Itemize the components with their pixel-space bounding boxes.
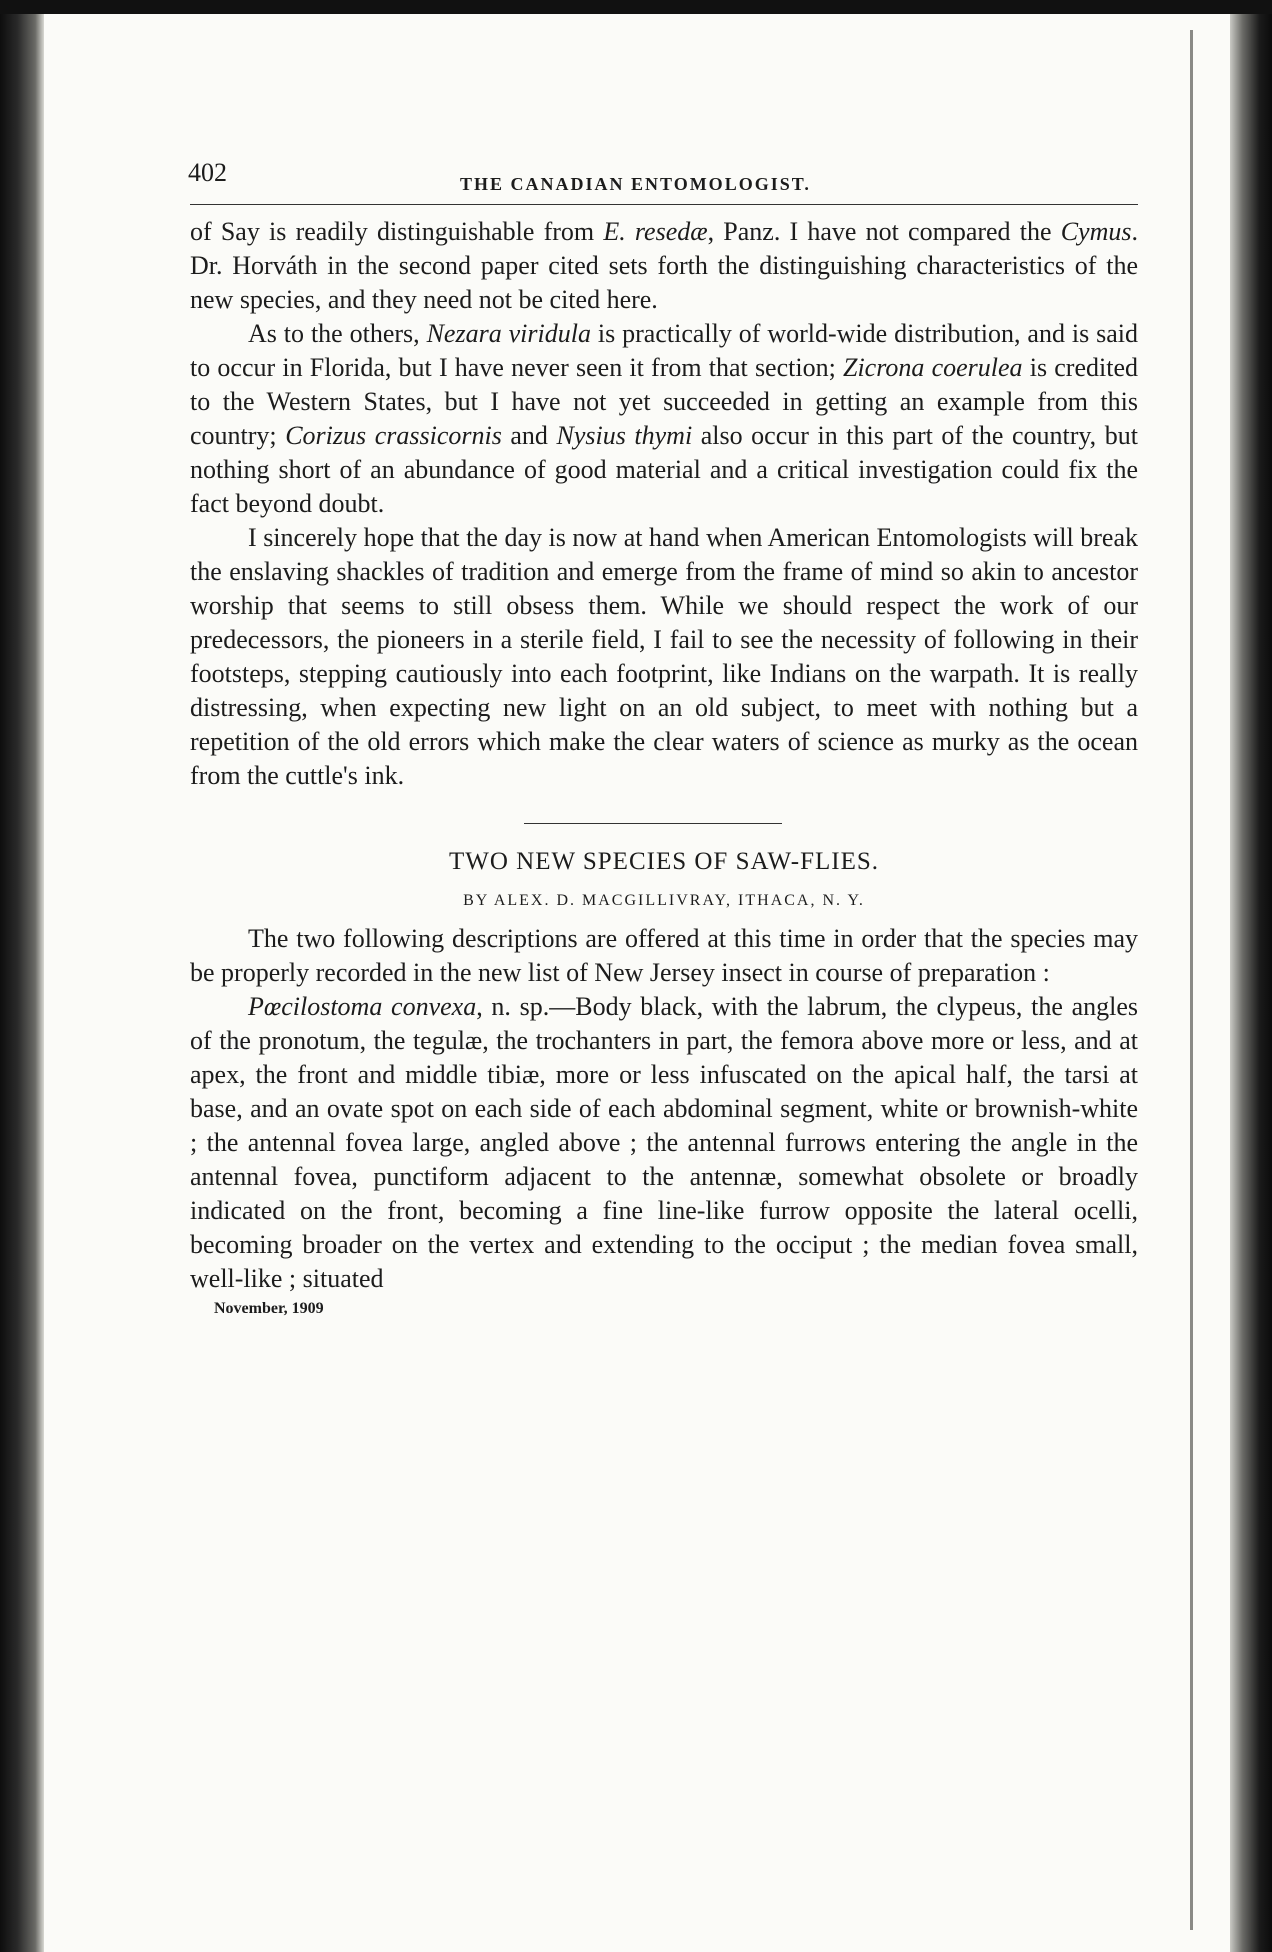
issue-date: November, 1909 (214, 1300, 324, 1317)
journal-title: THE CANADIAN ENTOMOLOGIST. (460, 174, 811, 194)
species-name: E. resedæ (603, 217, 708, 246)
text-run: of Say is readily distinguishable from (190, 217, 604, 246)
paragraph-others (190, 317, 1138, 521)
text-run: . Dr. Horváth in the second paper cited sets forth the distinguishing characteristics of the new species, and they need not be cited here. (190, 217, 1138, 314)
text-run: is credited to the Western States, but I have not yet succeeded in getting an example from this country; (190, 353, 1138, 450)
page-edge-line (1190, 30, 1193, 1930)
header-rule (190, 204, 1138, 205)
species-name: Zicrona coerulea (843, 353, 1023, 382)
species-name: Nysius thymi (556, 421, 693, 450)
paragraph-intro: The two following descriptions are offered at this time in order that the species may be properly recorded in the new list of New Jersey insect in course of preparation : (190, 924, 1138, 987)
text-run: also occur in this part of the country, but nothing short of an abundance of good material and a critical investigation could fix the fact beyond doubt. (190, 421, 1138, 518)
article-byline: BY ALEX. D. MACGILLIVRAY, ITHACA, N. Y. (463, 892, 865, 909)
paragraph-continuation (190, 215, 1138, 317)
article-title: TWO NEW SPECIES OF SAW-FLIES. (448, 848, 880, 875)
species-name: Nezara viridula (426, 319, 591, 348)
paragraph-species-description (190, 990, 1138, 1296)
text-run: and (501, 421, 557, 450)
next-page-edge (1230, 14, 1272, 1952)
page-content (190, 152, 1138, 1318)
species-name: Pœcilostoma convexa (248, 992, 477, 1021)
running-head (190, 152, 1138, 204)
species-name: Corizus crassicornis (285, 421, 502, 450)
text-run: , Panz. I have not compared the (707, 217, 1061, 246)
text-run: , n. sp.—Body black, with the labrum, the clypeus, the angles of the pronotum, the tegulæ, the trochanters in part, the femora above more or less, and at apex, the front and middle tibiæ, more or less infuscated on the apical half, the tarsi at base, and an ovate spot on each side of each abdominal segment, white or brownish-white ; the antennal fovea large, angled above ; the antennal furrows entering the angle in the antennal fovea, punctiform adjacent to the antennæ, somewhat obsolete or broadly indicated on the front, becoming a fine line-like furrow opposite the lateral ocelli, becoming broader on the vertex and extending to the occiput ; the median fovea small, well-like ; situated (190, 992, 1138, 1293)
text-run: As to the others, (248, 319, 427, 348)
scan-top-edge (0, 0, 1272, 14)
paragraph-hope: I sincerely hope that the day is now at hand when American Entomologists will break the enslaving shackles of tradition and emerge from the frame of mind so akin to ancestor worship that seems to still obsess them. While we should respect the work of our predecessors, the pioneers in a sterile field, I fail to see the necessity of following in their footsteps, stepping cautiously into each footprint, like Indians on the warpath. It is really distressing, when expecting new light on an old subject, to meet with nothing but a repetition of the old errors which make the clear waters of science as murky as the ocean from the cuttle's ink. (190, 523, 1138, 790)
genus-name: Cymus (1060, 217, 1132, 246)
text-run: is practically of world-wide distribution, and is said to occur in Florida, but I have never seen it from that section; (190, 319, 1139, 382)
page-number: 402 (188, 158, 227, 187)
section-divider (524, 823, 782, 824)
book-binding-shadow (0, 14, 44, 1952)
